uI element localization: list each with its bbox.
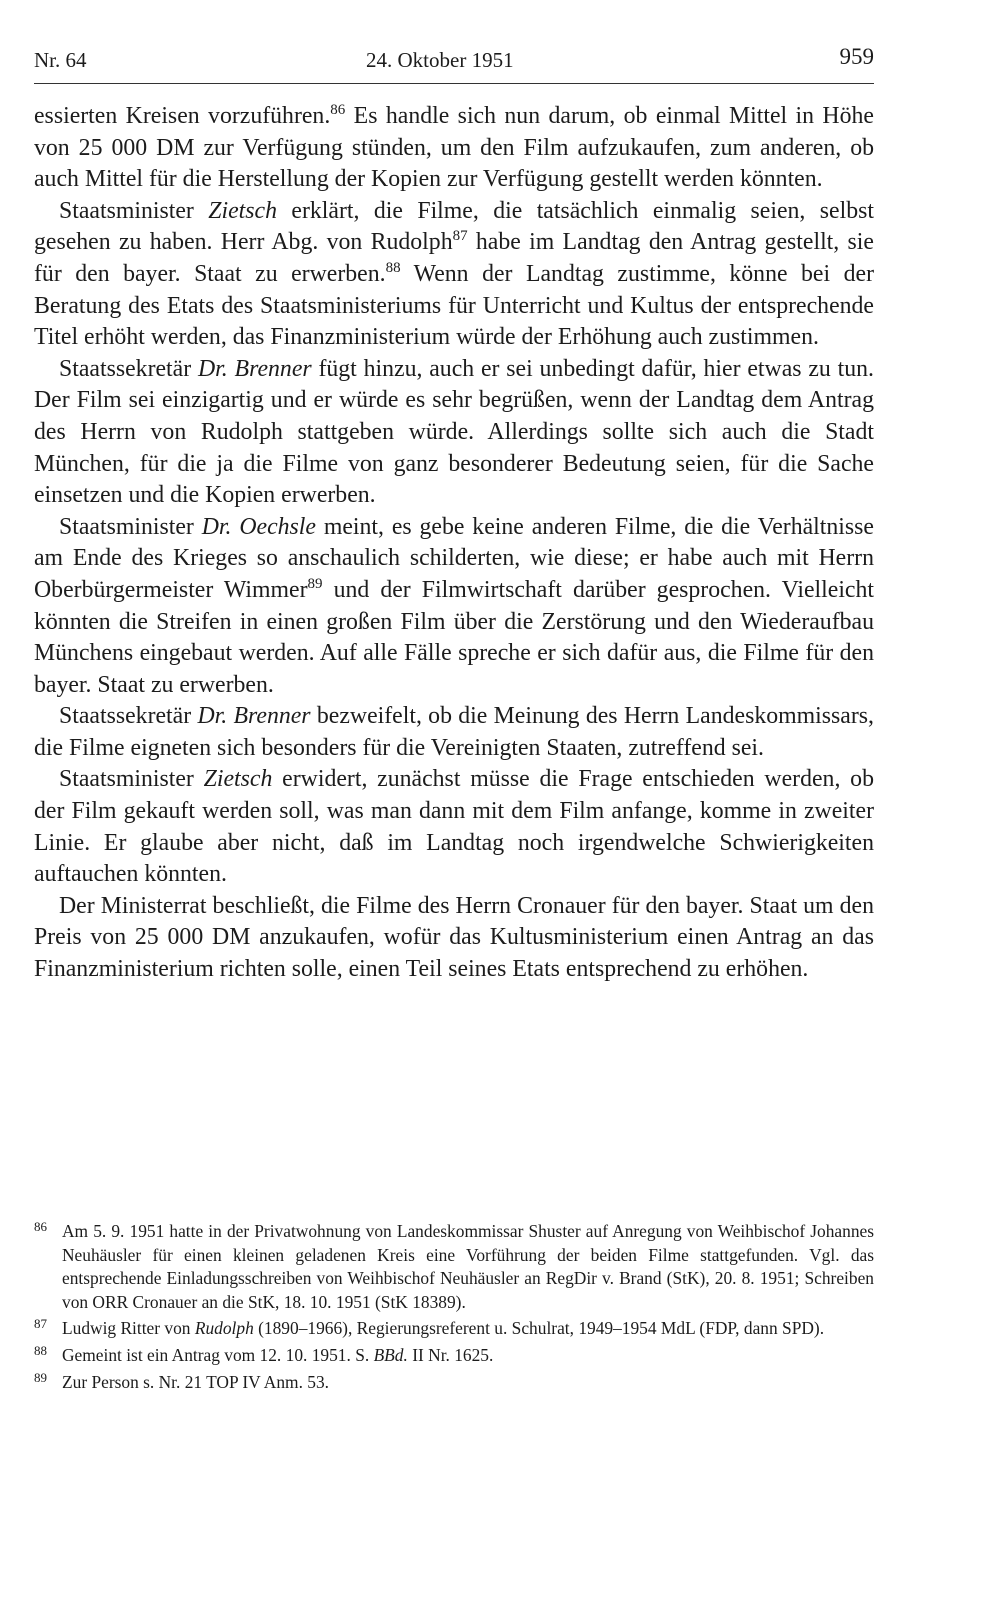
footnotes [34, 1220, 874, 1397]
speaker-name: Zietsch [203, 766, 273, 793]
paragraph: Staatsminister Dr. Oechsle meint, es gebe keine anderen Filme, die die Verhältnisse am Ende des Krieges so anschaulich schilderten, wie diese; er habe auch mit Herrn Oberbürgermeister Wimmer$^{89}$ und der Filmwirtschaft darüber gesprochen. Vielleicht könnten die Streifen in einen großen Film über die Zerstörung und den Wiederaufbau Münchens eingebaut werden. Auf alle Fälle spreche er sich dafür aus, die Filme für den bayer. Staat zu erwerben. [34, 513, 874, 698]
document-number: Nr. 64 [34, 48, 87, 72]
speaker-name: Dr. Brenner [197, 703, 311, 730]
footnote-number: 86 [34, 1219, 47, 1234]
footnote-87: 87 Ludwig Ritter von Rudolph (1890–1966), Regierungsreferent u. Schulrat, 1949–1954 MdL (FDP, dann SPD). [34, 1317, 874, 1341]
running-header [34, 44, 874, 74]
footnote-ref[interactable]: 86 [330, 102, 346, 118]
footnote-ref[interactable]: 89 [307, 575, 323, 592]
main-text [34, 101, 874, 986]
resolution-paragraph: Der Ministerrat beschließt, die Filme des Herrn Cronauer für den bayer. Staat um den Preis von 25 000 DM anzukaufen, wofür das Kultusministerium einen Antrag an das Finanzministerium richten solle, einen Teil seines Etats entsprechend zu erhöhen. [34, 892, 874, 983]
reference-abbrev: BBd. [373, 1344, 408, 1365]
speaker-name: Dr. Brenner [197, 355, 312, 382]
footnote-86: 86 Am 5. 9. 1951 hatte in der Privatwohnung von Landeskommissar Shuster auf Anregung von Weihbischof Johannes Neuhäusler für einen kleinen geladenen Kreis eine Vorführung der beiden Filme stattgefunden. Vgl. das entsprechende Einladungsschreiben von Weihbischof Neuhäusler an RegDir v. Brand (StK), 20. 8. 1951; Schreiben von ORR Cronauer an die StK, 18. 10. 1951 (StK 18389). [34, 1220, 874, 1314]
paragraph: Staatsminister Zietsch erklärt, die Filme, die tatsächlich einmalig seien, selbst gesehen zu haben. Herr Abg. von Rudolph$^{87}$ habe im Landtag den Antrag gestellt, sie für den bayer. Staat zu erwerben.$^{88}$ Wenn der Landtag zustimme, könne bei der Beratung des Etats des Staatsministeriums für Unterricht und Kultus der entsprechende Titel erhöht werden, das Finanzministerium würde der Erhöhung auch zustimmen. [34, 197, 874, 351]
paragraph: Staatssekretär Dr. Brenner fügt hinzu, auch er sei unbedingt dafür, hier etwas zu tun. Der Film sei einzigartig und er würde es sehr begrüßen, wenn der Landtag dem Antrag des Herrn von Rudolph stattgeben würde. Allerdings sollte sich auch die Stadt München, für die ja die Filme von ganz besonderer Bedeutung seien, für die Sache einsetzen und die Kopien erwerben. [34, 355, 874, 509]
paragraph: Staatssekretär Dr. Brenner bezweifelt, ob die Meinung des Herrn Landeskommissars, die Filme eigneten sich besonders für die Vereinigten Staaten, zutreffend sei. [34, 703, 874, 761]
footnote-88: 88 Gemeint ist ein Antrag vom 12. 10. 1951. S. BBd. II Nr. 1625. [34, 1344, 874, 1368]
paragraph: essierten Kreisen vorzuführen.$^{86}$ Es handle sich nun darum, ob einmal Mittel in Höhe von 25 000 DM zur Verfügung stünden, um den Film aufzukaufen, zum anderen, ob auch Mittel für die Herstellung der Kopien zur Verfügung gestellt werden könnten. [34, 102, 874, 193]
page-number: 959 [839, 44, 874, 69]
footnote-89: 89 Zur Person s. Nr. 21 TOP IV Anm. 53. [34, 1371, 874, 1395]
footnote-ref[interactable]: 88 [385, 259, 401, 276]
header-date: 24. Oktober 1951 [366, 48, 514, 72]
footnote-number: 89 [34, 1369, 47, 1385]
paragraph: Staatsminister Zietsch erwidert, zunächst müsse die Frage entschieden werden, ob der Film gekauft werden soll, was man dann mit dem Film anfange, komme in zweiter Linie. Er glaube aber nicht, daß im Landtag noch irgendwelche Schwierigkeiten auftauchen könnten. [34, 766, 874, 888]
speaker-name: Zietsch [208, 197, 277, 224]
footnote-number: 87 [34, 1316, 47, 1332]
footnote-ref[interactable]: 87 [452, 228, 468, 245]
speaker-name: Dr. Oechsle [201, 513, 316, 540]
person-name: Rudolph [194, 1318, 254, 1339]
footnote-number: 88 [34, 1342, 47, 1358]
header-rule [34, 83, 874, 84]
